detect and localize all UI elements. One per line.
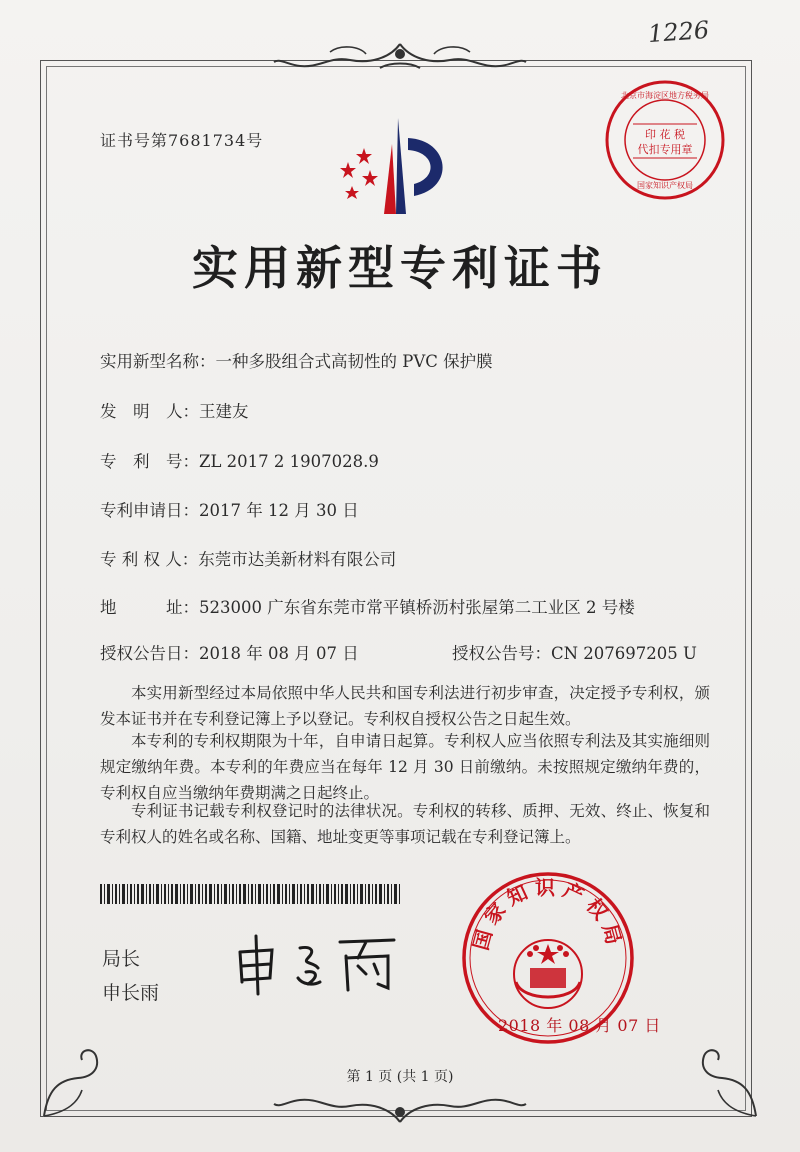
inventor-value: 王建友 xyxy=(199,402,249,421)
director-name: 申长雨 xyxy=(102,982,160,1004)
filing-date-value: 2017 年 12 月 30 日 xyxy=(199,501,359,520)
address-label: 地 址： xyxy=(100,598,199,617)
svg-text:国家知识产权局: 国家知识产权局 xyxy=(637,181,693,190)
grant-number-row xyxy=(452,640,697,664)
grant-number-label: 授权公告号： xyxy=(452,644,551,663)
patent-office-logo xyxy=(330,118,480,218)
svg-text:北京市海淀区地方税务局: 北京市海淀区地方税务局 xyxy=(621,91,709,100)
certificate-number: 证书号第7681734号 xyxy=(100,131,264,150)
grant-number-value: CN 207697205 U xyxy=(551,644,697,663)
utility-model-name-label: 实用新型名称： xyxy=(100,352,216,371)
seal-date: 2018 年 08 月 07 日 xyxy=(498,1016,661,1035)
tax-stamp xyxy=(603,78,727,202)
patentee-label: 专 利 权 人： xyxy=(100,550,199,569)
inventor-label: 发 明 人： xyxy=(100,402,199,421)
svg-text:印 花 税: 印 花 税 xyxy=(645,128,685,141)
barcode xyxy=(100,884,400,904)
utility-model-name-row xyxy=(100,348,493,372)
address-value: 523000 广东省东莞市常平镇桥沥村张屋第二工业区 2 号楼 xyxy=(199,598,635,617)
bottom-ornament xyxy=(270,1088,530,1128)
grant-date-label: 授权公告日： xyxy=(100,644,199,663)
inventor-row xyxy=(100,398,249,422)
patent-number-row xyxy=(100,448,379,472)
utility-model-name-value: 一种多股组合式高韧性的 PVC 保护膜 xyxy=(215,352,493,371)
director-title: 局长 xyxy=(102,948,141,970)
handwritten-note: 1226 xyxy=(647,15,710,49)
grant-date-row xyxy=(100,640,359,664)
page-title: 实用新型专利证书 xyxy=(192,241,608,295)
page-number: 第 1 页 (共 1 页) xyxy=(346,1069,454,1085)
grant-date-value: 2018 年 08 月 07 日 xyxy=(199,644,359,663)
svg-text:国家知识产权局: 国家知识产权局 xyxy=(468,875,628,953)
filing-date-row xyxy=(100,497,359,521)
address-row xyxy=(100,594,635,618)
paragraph-legal-status: 专利证书记载专利权登记时的法律状况。专利权的转移、质押、无效、终止、恢复和专利权人的姓名或名称、国籍、地址变更等事项记载在专利登记簿上。 xyxy=(100,802,710,846)
patent-number-value: ZL 2017 2 1907028.9 xyxy=(199,452,379,471)
paragraph-term: 本专利的专利权期限为十年，自申请日起算。专利权人应当依照专利法及其实施细则规定缴纳年费。本专利的年费应当在每年 12 月 30 日前缴纳。未按照规定缴纳年费的，专利权自应当缴纳年费期满之日起终止。 xyxy=(100,732,710,802)
patentee-value: 东莞市达美新材料有限公司 xyxy=(198,550,397,569)
patentee-row xyxy=(100,546,396,570)
director-signature xyxy=(228,928,408,998)
svg-text:代扣专用章: 代扣专用章 xyxy=(637,143,693,156)
filing-date-label: 专利申请日： xyxy=(100,501,199,520)
patent-number-label: 专 利 号： xyxy=(100,452,199,471)
top-ornament xyxy=(270,38,530,78)
paragraph-grant: 本实用新型经过本局依照中华人民共和国专利法进行初步审查，决定授予专利权，颁发本证书并在专利登记簿上予以登记。专利权自授权公告之日起生效。 xyxy=(100,684,710,728)
